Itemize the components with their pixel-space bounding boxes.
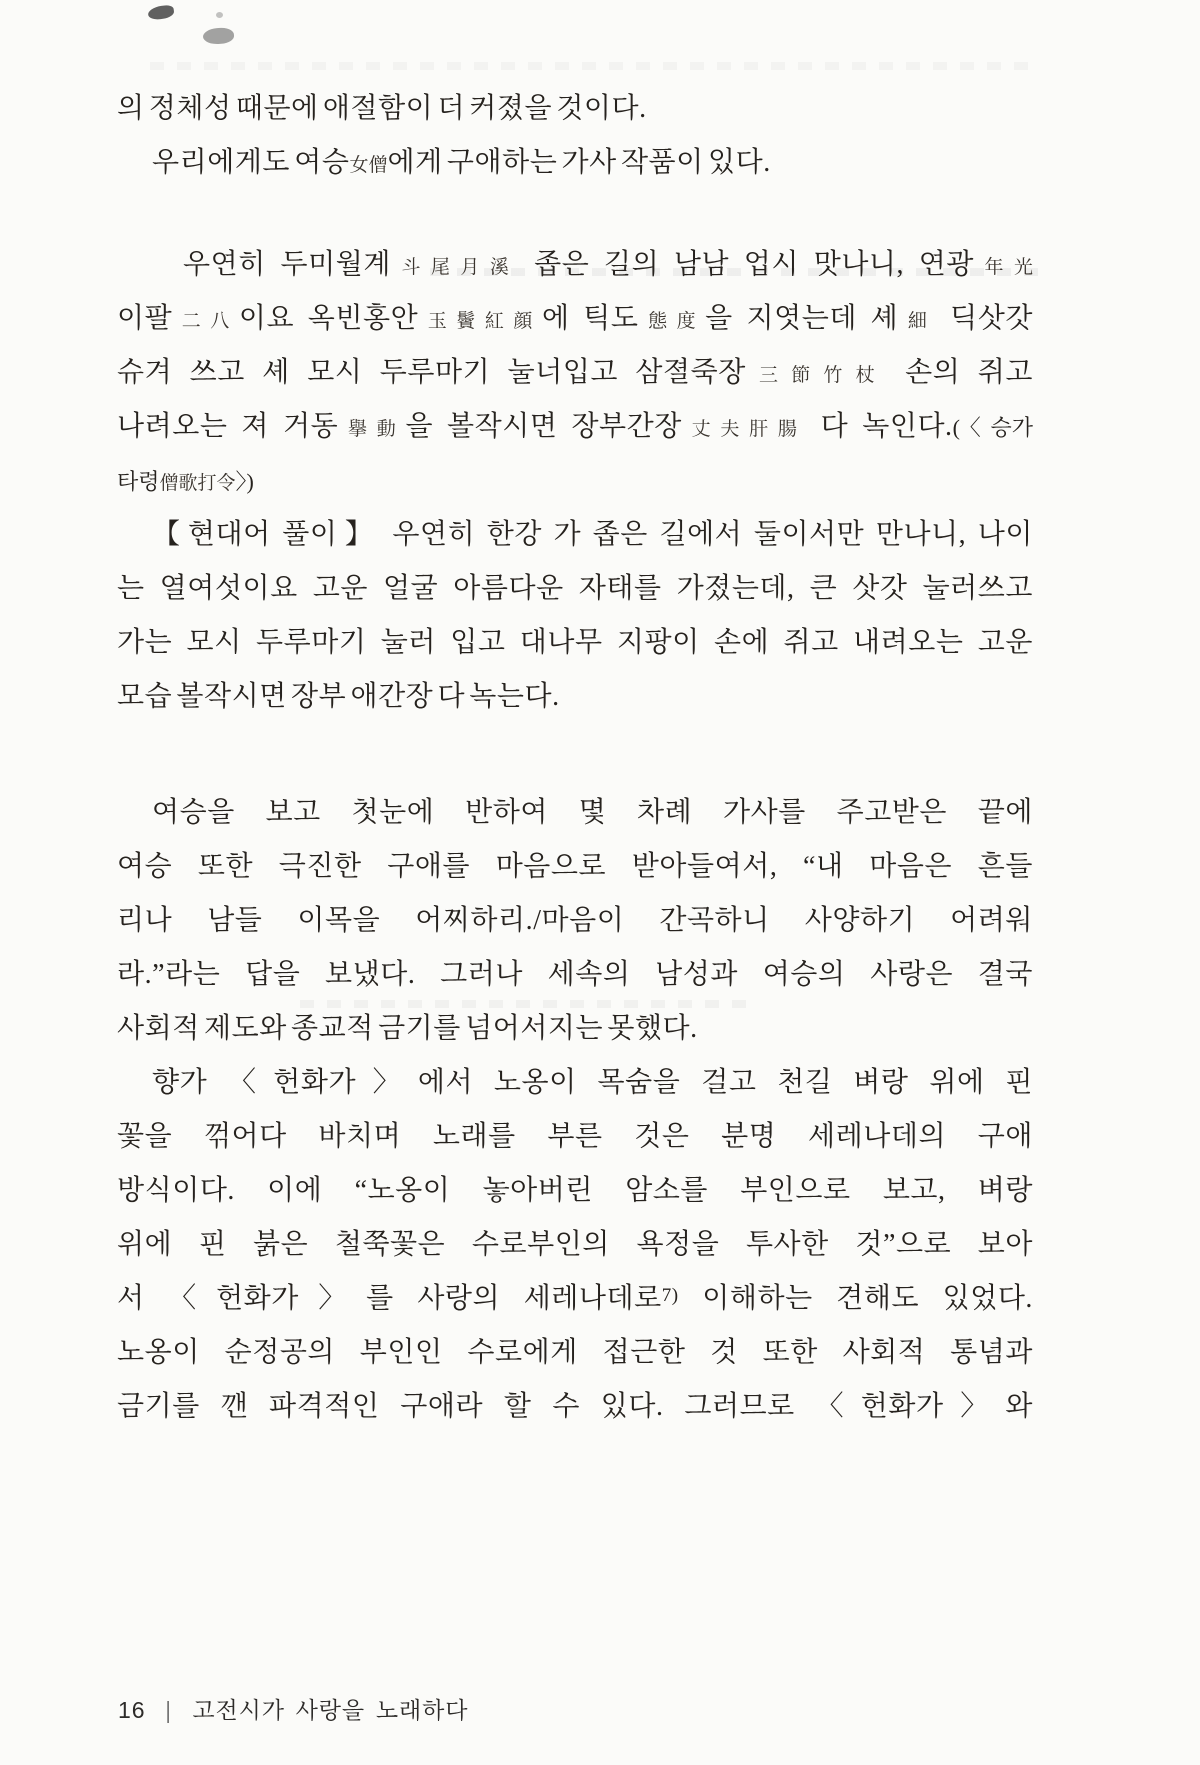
text-segment: 【현대어 풀이】 우연히 한강 가 좁은 길에서 둘이서만 만나니, 나이 xyxy=(152,519,1033,550)
text-segment: 여승 또한 극진한 구애를 마음으로 받아들여서, “내 마음은 흔들 xyxy=(117,851,1033,882)
footer-separator: | xyxy=(166,1697,172,1723)
hanja-annotation: 斗尾月溪 xyxy=(390,257,520,278)
text-line xyxy=(117,616,1033,670)
page-number: 16 xyxy=(118,1697,146,1723)
text-segment: 다 녹인다. xyxy=(806,411,953,442)
text-line xyxy=(117,840,1033,894)
text-line xyxy=(117,1110,1033,1164)
text-segment: 에 틱도 xyxy=(541,303,639,334)
text-segment: 이팔 xyxy=(117,303,173,334)
text-segment: 손의 쥐고 xyxy=(887,357,1033,388)
text-line xyxy=(117,1164,1033,1218)
text-segment: 을 지엿는데 셰 xyxy=(705,303,899,334)
text-line xyxy=(117,136,1033,190)
text-line xyxy=(117,454,1033,508)
text-line xyxy=(117,400,1033,454)
intro-block xyxy=(117,82,1033,190)
text-segment: 는 열여섯이요 고운 얼굴 아름다운 자태를 가졌는데, 큰 삿갓 눌러쓰고 xyxy=(117,573,1033,604)
hanja-annotation: 擧動 xyxy=(338,419,406,440)
text-line xyxy=(117,1218,1033,1272)
text-segment: 모습 볼작시면 장부 애간장 다 녹는다. xyxy=(117,681,560,712)
text-segment: 방식이다. 이에 “노옹이 놓아버린 암소를 부인으로 보고, 벼랑 xyxy=(117,1175,1033,1206)
text-segment: 서 〈헌화가〉를 사랑의 세레나데로 xyxy=(117,1283,662,1314)
hanja-annotation: 女僧 xyxy=(349,155,388,176)
text-line xyxy=(117,562,1033,616)
text-segment: 우연히 두미월계 xyxy=(183,249,391,280)
text-segment: 이요 옥빈홍안 xyxy=(238,303,419,334)
page-footer xyxy=(118,1692,468,1725)
text-segment: 좁은 길의 남남 업시 맛나니, 연광 xyxy=(519,249,974,280)
hanja-annotation: 玉鬢紅顔 xyxy=(418,311,542,332)
text-segment: 라.”라는 답을 보냈다. 그러나 세속의 남성과 여승의 사랑은 결국 xyxy=(117,959,1033,990)
text-line xyxy=(117,1056,1033,1110)
text-line xyxy=(117,82,1033,136)
footnote-marker: 7) xyxy=(661,1285,679,1306)
hanja-annotation: 僧歌打令 xyxy=(159,473,236,494)
translation-block xyxy=(117,508,1033,724)
hanja-annotation: 細 xyxy=(898,311,937,332)
text-segment: 우리에게도 여승 xyxy=(152,147,350,178)
text-line xyxy=(117,508,1033,562)
text-segment: 여승을 보고 첫눈에 반하여 몇 차례 가사를 주고받은 끝에 xyxy=(152,797,1033,828)
text-line xyxy=(117,1272,1033,1326)
text-segment: 에게 구애하는 가사 작품이 있다. xyxy=(387,147,771,178)
text-segment: 위에 핀 붉은 철쭉꽃은 수로부인의 욕정을 투사한 것”으로 보아 xyxy=(117,1229,1033,1260)
text-segment: 을 볼작시면 장부간장 xyxy=(405,411,682,442)
text-line xyxy=(117,346,1033,400)
citation-text: (〈승가 xyxy=(952,415,1033,440)
hanja-annotation: 態度 xyxy=(638,311,706,332)
scan-bleed-artifact xyxy=(150,62,1040,70)
text-segment: 금기를 깬 파격적인 구애라 할 수 있다. 그러므로 〈헌화가〉와 xyxy=(117,1391,1033,1422)
body-block xyxy=(117,786,1033,1434)
text-segment: 이해하는 견해도 있었다. xyxy=(678,1283,1033,1314)
text-line xyxy=(117,786,1033,840)
text-segment: 사회적 제도와 종교적 금기를 넘어서지는 못했다. xyxy=(117,1013,698,1044)
hanja-annotation: 三節竹杖 xyxy=(745,365,888,386)
text-segment: 딕삿갓 xyxy=(936,303,1033,334)
scan-smudge xyxy=(147,4,175,20)
text-segment: 의 정체성 때문에 애절함이 더 커졌을 것이다. xyxy=(117,93,647,124)
text-segment: 향가 〈헌화가〉에서 노옹이 목숨을 걸고 천길 벼랑 위에 핀 xyxy=(152,1067,1033,1098)
text-line xyxy=(117,948,1033,1002)
text-line xyxy=(117,292,1033,346)
text-line xyxy=(117,1002,1033,1056)
text-segment: 리나 남들 이목을 어찌하리./마음이 간곡하니 사양하기 어려워 xyxy=(117,905,1033,936)
text-line xyxy=(117,894,1033,948)
scan-smudge xyxy=(216,12,223,18)
citation-text: 〉) xyxy=(235,469,254,494)
text-segment: 나려오는 져 거동 xyxy=(117,411,339,442)
hanja-annotation: 年光 xyxy=(974,257,1033,278)
text-segment: 꽃을 꺾어다 바치며 노래를 부른 것은 분명 세레나데의 구애 xyxy=(117,1121,1033,1152)
citation-text: 타령 xyxy=(117,469,160,494)
text-line xyxy=(117,670,1033,724)
text-line xyxy=(117,1380,1033,1434)
book-title: 고전시가 사랑을 노래하다 xyxy=(192,1697,469,1723)
quote-block xyxy=(117,238,1033,508)
page-text-area xyxy=(117,82,1033,1434)
scan-smudge xyxy=(202,27,234,46)
hanja-annotation: 丈夫肝腸 xyxy=(681,419,807,440)
hanja-annotation: 二八 xyxy=(172,311,239,332)
text-line xyxy=(117,238,1033,292)
text-segment: 가는 모시 두루마기 눌러 입고 대나무 지팡이 손에 쥐고 내려오는 고운 xyxy=(117,627,1033,658)
text-segment: 슈겨 쓰고 셰 모시 두루마기 눌너입고 삼졀죽장 xyxy=(117,357,746,388)
text-segment: 노옹이 순정공의 부인인 수로에게 접근한 것 또한 사회적 통념과 xyxy=(117,1337,1033,1368)
text-line xyxy=(117,1326,1033,1380)
